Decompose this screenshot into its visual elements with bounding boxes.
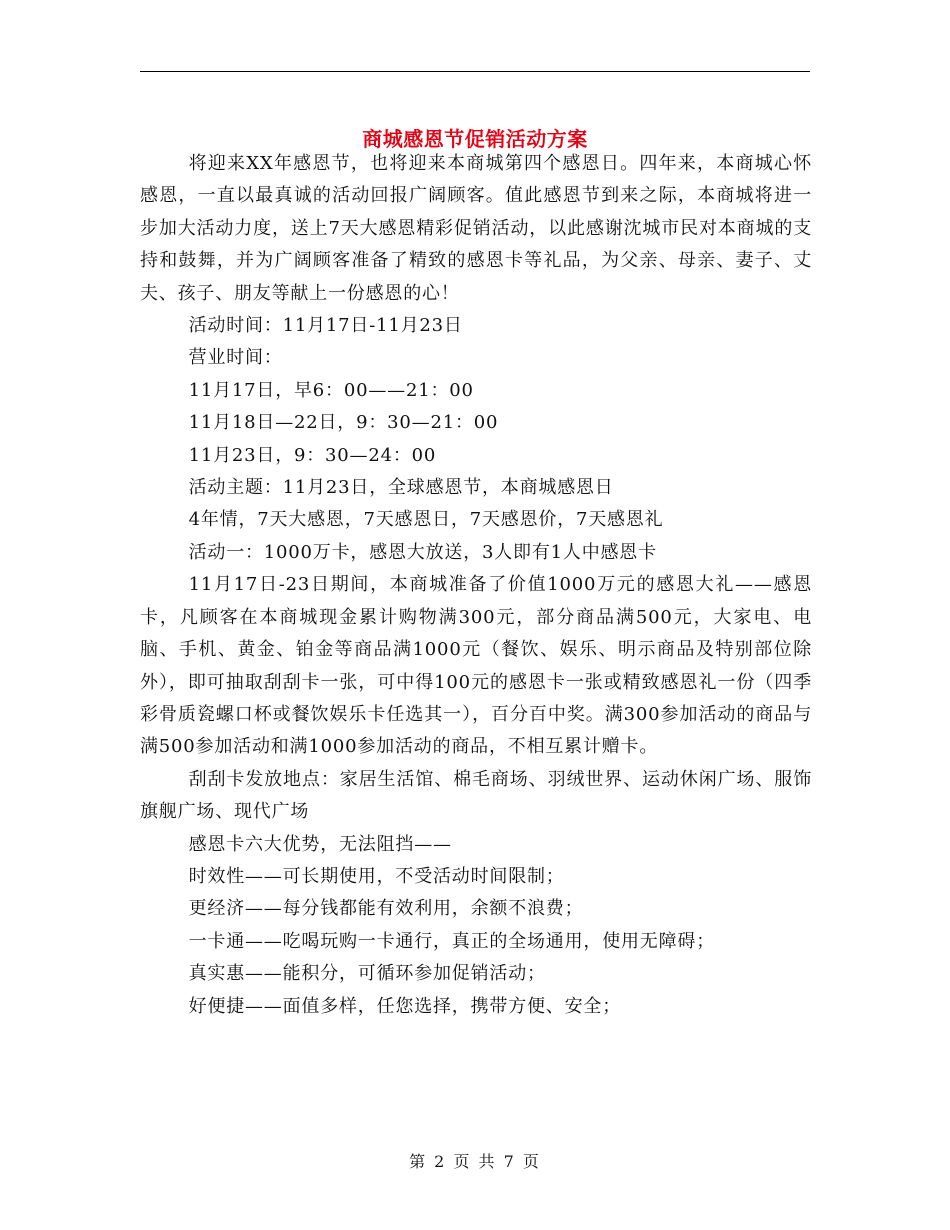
paragraph-card-advantages: 感恩卡六大优势，无法阻挡—— bbox=[188, 833, 452, 855]
paragraph-advantage-one-card: 一卡通——吃喝玩购一卡通行，真正的全场通用，使用无障碍； bbox=[188, 930, 715, 952]
paragraph-advantage-benefit: 真实惠——能积分，可循环参加促销活动； bbox=[188, 963, 546, 985]
paragraph-activity-one-details: 11月17日-23日期间，本商城准备了价值1000万元的感恩大礼——感恩卡，凡顾客在本商城现金累计购物满300元，部分商品满500元，大家电、电脑、手机、黄金、铂金等商品满1000元（餐饮、娱乐、明示商品及特别部位除外），即可抽取刮刮卡一张，可中得100元的感恩卡一张或精致感恩礼一份（四季彩骨质瓷螺口杯或餐饮娱乐卡任选其一），百分百中奖。满300参加活动的商品与满500参加活动和满1000参加活动的商品，不相互累计赠卡。 bbox=[140, 574, 812, 758]
paragraph-hours-nov18-22: 11月18日—22日，9：30—21：00 bbox=[188, 412, 499, 434]
document-title: 商城感恩节促销活动方案 bbox=[362, 127, 588, 152]
paragraph-hours-nov23: 11月23日，9：30—24：00 bbox=[188, 444, 437, 466]
paragraph-theme-slogan: 4年情，7天大感恩，7天感恩日，7天感恩价，7天感恩礼 bbox=[188, 509, 664, 531]
paragraph-advantage-timeliness: 时效性——可长期使用，不受活动时间限制； bbox=[188, 865, 565, 887]
document-body bbox=[140, 148, 812, 1023]
paragraph-intro: 将迎来XX年感恩节，也将迎来本商城第四个感恩日。四年来，本商城心怀感恩，一直以最真诚的活动回报广阔顾客。值此感恩节到来之际，本商城将进一步加大活动力度，送上7天大感恩精彩促销活动，以此感谢沈城市民对本商城的支持和鼓舞，并为广阔顾客准备了精致的感恩卡等礼品，为父亲、母亲、妻子、丈夫、孩子、朋友等献上一份感恩的心！ bbox=[140, 153, 812, 304]
paragraph-activity-theme: 活动主题：11月23日，全球感恩节，本商城感恩日 bbox=[188, 477, 614, 499]
page-number: 第 2 页 共 7 页 bbox=[409, 1152, 541, 1171]
paragraph-activity-time: 活动时间：11月17日-11月23日 bbox=[188, 315, 463, 337]
paragraph-hours-nov17: 11月17日，早6：00——21：00 bbox=[188, 379, 474, 401]
paragraph-advantage-economy: 更经济——每分钱都能有效利用，余额不浪费； bbox=[188, 898, 584, 920]
paragraph-business-hours-label: 营业时间： bbox=[188, 347, 283, 369]
paragraph-activity-one: 活动一：1000万卡，感恩大放送，3人即有1人中感恩卡 bbox=[188, 541, 657, 563]
paragraph-card-locations: 刮刮卡发放地点：家居生活馆、棉毛商场、羽绒世界、运动休闲广场、服饰旗舰广场、现代广场 bbox=[140, 768, 812, 823]
header-rule bbox=[140, 71, 810, 72]
paragraph-advantage-convenience: 好便捷——面值多样，任您选择，携带方便、安全； bbox=[188, 995, 621, 1017]
